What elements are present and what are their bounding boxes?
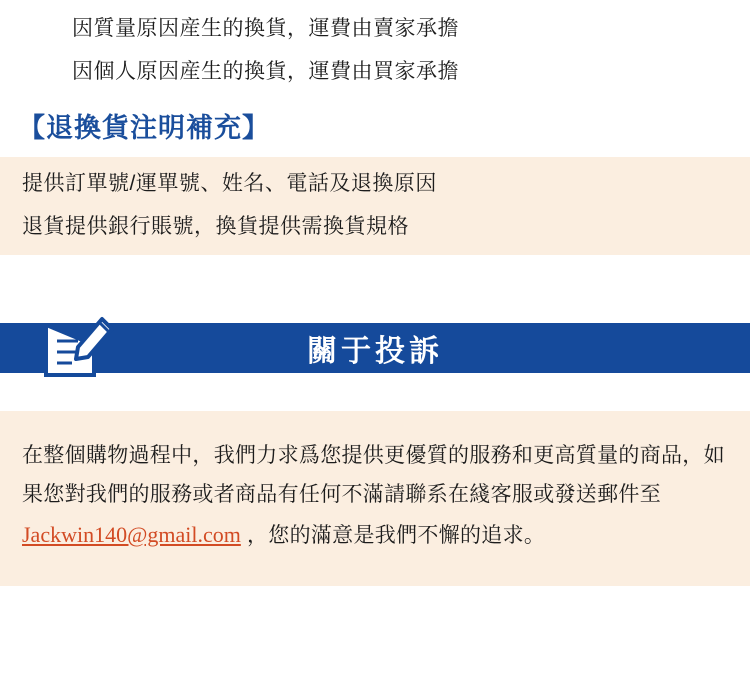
shipping-policy-lines [0, 0, 750, 82]
return-note-line: 提供訂單號/運單號、姓名、電話及退換原因 [22, 172, 437, 195]
support-email-link[interactable]: Jackwin140@gmail.com [22, 521, 241, 547]
policy-line: 因個人原因産生的換貨，運費由買家承擔 [72, 60, 459, 83]
complaint-paragraph [22, 437, 728, 556]
return-note-box [0, 157, 750, 255]
complaint-banner-title: 關于投訴 [307, 335, 443, 368]
complaint-paragraph-part1: 在整個購物過程中，我們力求爲您提供更優質的服務和更高質量的商品，如果您對我們的服務或者商品有任何不滿請聯系在綫客服或發送郵件至 [22, 444, 725, 506]
complaint-banner [0, 307, 750, 383]
return-note-line: 退貨提供銀行賬號，換貨提供需換貨規格 [22, 215, 409, 238]
complaint-paragraph-part2: ，您的滿意是我們不懈的追求。 [240, 523, 546, 547]
complaint-text-box [0, 411, 750, 586]
return-note-heading: 【退換貨注明補充】 [18, 113, 270, 143]
pen-edit-icon [38, 307, 114, 383]
policy-line: 因質量原因産生的換貨，運費由賣家承擔 [72, 17, 459, 40]
